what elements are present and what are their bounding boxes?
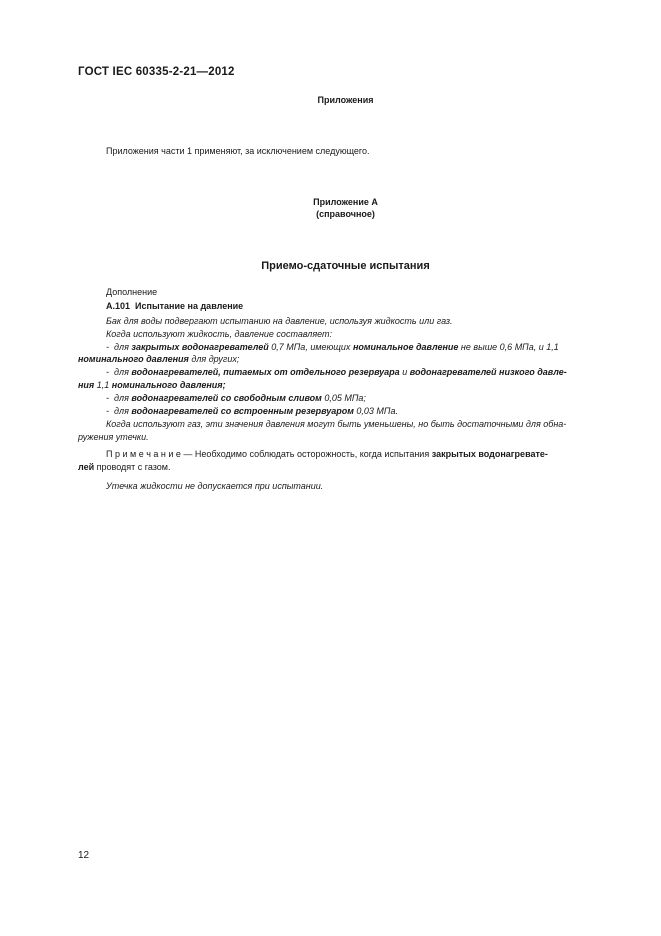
- section-title: Приемо-сдаточные испытания: [261, 260, 430, 272]
- clause-title: Испытание на давление: [135, 301, 244, 311]
- note: П р и м е ч а н и е — Необходимо соблюдать осторожность, когда испытания закрытых водонагревате-: [106, 449, 548, 459]
- paragraph-2: Когда используют жидкость, давление составляет:: [106, 329, 333, 339]
- annex-subtitle: (справочное): [316, 209, 375, 219]
- appendices-title: Приложения: [317, 95, 374, 105]
- list-item-4: - для водонагревателей со встроенным резервуаром 0,03 МПа.: [106, 406, 398, 416]
- note-cont: лей проводят с газом.: [78, 462, 171, 472]
- paragraph-1: Бак для воды подвергают испытанию на давление, используя жидкость или газ.: [106, 316, 453, 326]
- appendices-intro: Приложения части 1 применяют, за исключением следующего.: [106, 146, 370, 156]
- paragraph-4: Утечка жидкости не допускается при испытании.: [106, 481, 324, 491]
- clause-heading: [106, 301, 243, 311]
- list-item-1-cont: номинального давления для других;: [78, 354, 240, 364]
- addition-label: Дополнение: [106, 287, 158, 297]
- list-item-3: - для водонагревателей со свободным сливом 0,05 МПа;: [106, 393, 366, 403]
- clause-number: А.101: [106, 301, 131, 311]
- paragraph-3: Когда используют газ, эти значения давления могут быть уменьшены, но быть достаточными для обна-: [106, 419, 567, 429]
- standard-header: ГОСТ IEC 60335-2-21—2012: [78, 66, 235, 78]
- list-item-1: - для закрытых водонагревателей 0,7 МПа, имеющих номинальное давление не выше 0,6 МПа, и 1,1: [106, 342, 559, 352]
- annex-title: Приложение А: [313, 197, 378, 207]
- list-item-2: - для водонагревателей, питаемых от отдельного резервуара и водонагревателей низкого давле-: [106, 367, 567, 377]
- paragraph-3-cont: ружения утечки.: [78, 432, 149, 442]
- page-number: 12: [78, 850, 90, 861]
- list-item-2-cont: ния 1,1 номинального давления;: [78, 380, 226, 390]
